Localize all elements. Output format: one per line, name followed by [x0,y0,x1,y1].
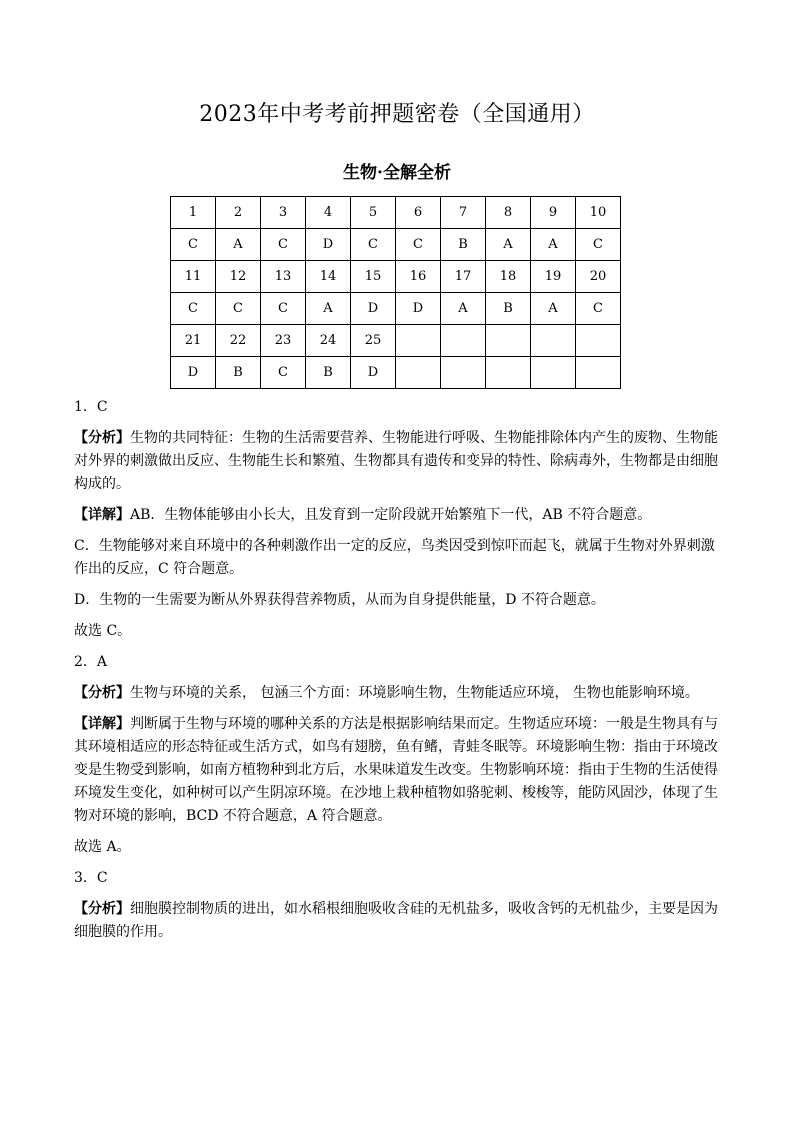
answer-cell: C [171,229,216,261]
paragraph-text: D．生物的一生需要为断从外界获得营养物质，从而为自身提供能量，D 不符合题意。 [74,592,605,608]
question-number-cell: 17 [441,261,486,293]
answer-cell: B [441,229,486,261]
answer-cell: C [261,357,306,389]
question-number-cell: 20 [576,261,621,293]
question-number-cell [576,325,621,357]
document-subtitle: 生物·全解全析 [343,163,451,183]
question-number-cell: 4 [306,197,351,229]
question-number-cell: 13 [261,261,306,293]
question-number-cell: 23 [261,325,306,357]
answer-cell: D [396,293,441,325]
answer-cell [486,357,531,389]
paragraph-text: 故选 C。 [74,623,132,639]
answer-cell: C [216,293,261,325]
question-number-cell: 19 [531,261,576,293]
question-number-cell: 18 [486,261,531,293]
explanation-paragraph [74,620,722,643]
answer-cell: D [171,357,216,389]
explanation-paragraph [74,535,722,581]
answer-table [170,196,621,389]
answer-cell: C [351,229,396,261]
question-number-cell: 12 [216,261,261,293]
question-number-cell: 3 [261,197,306,229]
answer-row [171,293,621,325]
paragraph-text: 判断属于生物与环境的哪种关系的方法是根据影响结果而定。生物适应环境：一般是生物具有与其环境相适应的形态特征或生活方式，如鸟有翅膀，鱼有鳍，青蛙冬眠等。环境影响生物：指由于环境改变是生物受到影响，如南方植物种到北方后，水果味道发生改变。生物影响环境：指由于生物的生活使得环境发生变化，如种树可以产生阴凉环境。在沙地上栽种植物如骆驼刺、梭梭等，能防风固沙，体现了生物对环境的影响，BCD 不符合题意，A 符合题意。 [74,716,718,824]
answer-cell: C [576,293,621,325]
section-tag: 【详解】 [74,716,130,732]
section-tag: 【分析】 [74,685,130,701]
question-number-cell [396,325,441,357]
question-number-cell: 24 [306,325,351,357]
explanations [74,396,722,952]
answer-cell: A [441,293,486,325]
explanation-paragraph [74,427,722,496]
answer-cell: A [306,293,351,325]
question-number-cell: 16 [396,261,441,293]
section-tag: 【分析】 [74,901,130,917]
question-number-cell: 22 [216,325,261,357]
question-number-cell: 21 [171,325,216,357]
document-title: 2023年中考考前押题密卷（全国通用） [199,102,595,127]
section-tag: 【分析】 [74,430,130,446]
question-number-row [171,261,621,293]
answer-cell: A [531,293,576,325]
question-number-cell [486,325,531,357]
question-number-cell: 11 [171,261,216,293]
question-number-cell: 2 [216,197,261,229]
paragraph-text: AB．生物体能够由小长大，且发育到一定阶段就开始繁殖下一代，AB 不符合题意。 [130,507,652,523]
question-number-cell: 1 [171,197,216,229]
answer-cell: D [306,229,351,261]
explanation-paragraph [74,713,722,828]
question-number-cell: 7 [441,197,486,229]
answer-cell: C [261,229,306,261]
answer-cell: C [261,293,306,325]
question-number-cell: 14 [306,261,351,293]
question-number: 3．C [74,870,108,886]
answer-cell: C [171,293,216,325]
question-number-row [171,325,621,357]
answer-row [171,357,621,389]
paragraph-text: 生物与环境的关系， 包涵三个方面：环境影响生物，生物能适应环境， 生物也能影响环境。 [130,685,699,701]
question-number-cell [441,325,486,357]
explanation-paragraph [74,504,722,527]
answer-cell [531,357,576,389]
explanation-paragraph [74,682,722,705]
answer-cell: A [216,229,261,261]
question-number-cell: 25 [351,325,396,357]
question-number-cell: 9 [531,197,576,229]
paragraph-text: 故选 A。 [74,839,131,855]
question-number-cell: 10 [576,197,621,229]
answer-cell [441,357,486,389]
question-number-cell [531,325,576,357]
question-number-cell: 5 [351,197,396,229]
question-number-cell: 6 [396,197,441,229]
answer-cell: D [351,293,396,325]
section-tag: 【详解】 [74,507,130,523]
answer-cell: B [306,357,351,389]
answer-cell: B [486,293,531,325]
explanation-paragraph [74,898,722,944]
question-number: 1．C [74,399,108,415]
answer-cell: C [576,229,621,261]
explanation-paragraph [74,836,722,859]
answer-cell: A [531,229,576,261]
paragraph-text: 细胞膜控制物质的进出，如水稻根细胞吸收含硅的无机盐多，吸收含钙的无机盐少，主要是因为细胞膜的作用。 [74,901,718,940]
answer-row [171,229,621,261]
answer-cell: A [486,229,531,261]
question-number-row [171,197,621,229]
answer-cell [396,357,441,389]
question-number: 2．A [74,654,108,670]
question-number-cell: 15 [351,261,396,293]
question-number-cell: 8 [486,197,531,229]
answer-cell: B [216,357,261,389]
answer-cell [576,357,621,389]
paragraph-text: 生物的共同特征：生物的生活需要营养、生物能进行呼吸、生物能排除体内产生的废物、生物能对外界的刺激做出反应、生物能生长和繁殖、生物都具有遗传和变异的特性、除病毒外，生物都是由细胞构成的。 [74,430,718,492]
answer-cell: C [396,229,441,261]
explanation-paragraph [74,589,722,612]
paragraph-text: C．生物能够对来自环境中的各种刺激作出一定的反应，鸟类因受到惊吓而起飞，就属于生物对外界刺激作出的反应，C 符合题意。 [74,538,715,577]
answer-cell: D [351,357,396,389]
